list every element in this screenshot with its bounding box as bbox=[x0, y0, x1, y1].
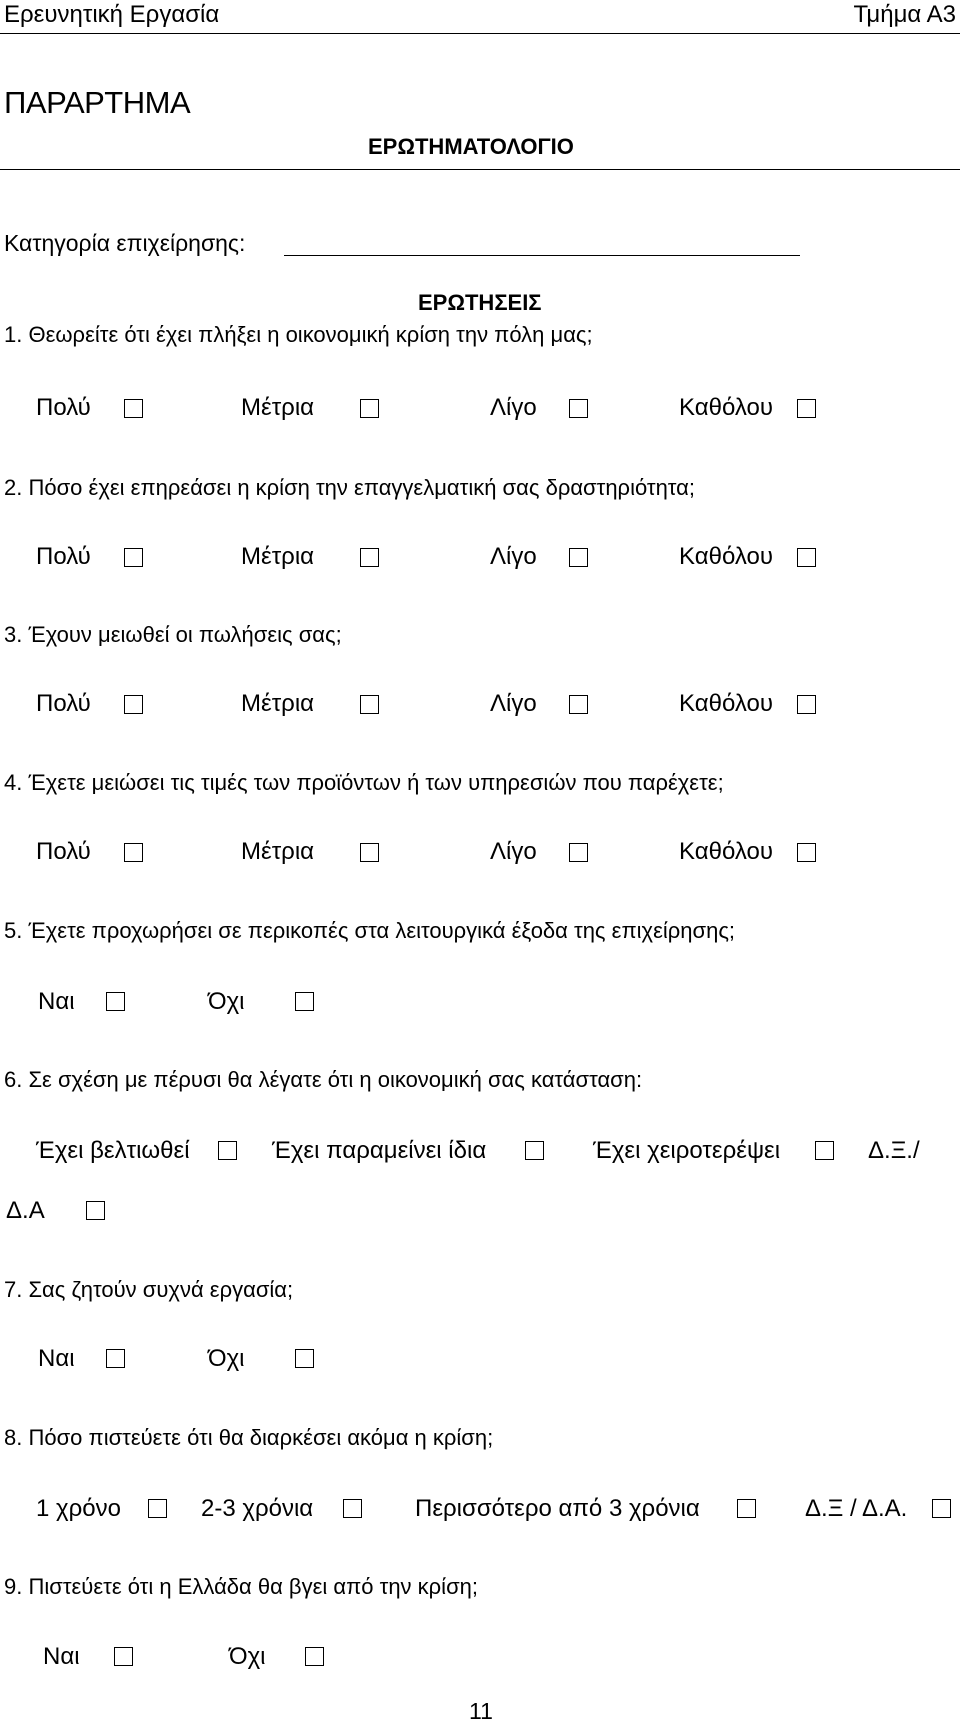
q4-option-label: Μέτρια bbox=[241, 838, 315, 865]
q1-option-label: Μέτρια bbox=[241, 394, 315, 421]
q4-option-label: Πολύ bbox=[36, 838, 91, 865]
q4-option-label: Καθόλου bbox=[679, 838, 773, 865]
question-9: 9. Πιστεύετε ότι η Ελλάδα θα βγει από την κρίση; bbox=[4, 1574, 478, 1599]
q2-option-label: Λίγο bbox=[490, 543, 537, 570]
q8-option-label: 2-3 χρόνια bbox=[201, 1495, 314, 1522]
q8-option-checkbox[interactable] bbox=[932, 1499, 951, 1518]
header-right: Τμήμα Α3 bbox=[853, 1, 956, 28]
q2-option-checkbox[interactable] bbox=[797, 548, 816, 567]
q3-option-label: Καθόλου bbox=[679, 690, 773, 717]
q9-option-checkbox[interactable] bbox=[305, 1647, 324, 1666]
q2-option-checkbox[interactable] bbox=[569, 548, 588, 567]
question-4: 4. Έχετε μειώσει τις τιμές των προϊόντων ή των υπηρεσιών που παρέχετε; bbox=[4, 770, 724, 795]
q6-option-label: Δ.Ξ./ bbox=[868, 1137, 920, 1164]
subtitle-divider bbox=[0, 169, 960, 170]
q1-option-checkbox[interactable] bbox=[124, 399, 143, 418]
category-label: Κατηγορία επιχείρησης: bbox=[4, 230, 246, 256]
q6-option-label: Δ.Α bbox=[6, 1197, 45, 1224]
q2-option-label: Πολύ bbox=[36, 543, 91, 570]
q7-option-label: Ναι bbox=[38, 1345, 75, 1372]
q2-option-label: Καθόλου bbox=[679, 543, 773, 570]
page-number: 11 bbox=[469, 1698, 493, 1724]
q3-option-checkbox[interactable] bbox=[360, 695, 379, 714]
q6-option-checkbox[interactable] bbox=[815, 1141, 834, 1160]
q1-option-label: Πολύ bbox=[36, 394, 91, 421]
q7-option-checkbox[interactable] bbox=[295, 1349, 314, 1368]
q9-option-checkbox[interactable] bbox=[114, 1647, 133, 1666]
q1-option-label: Καθόλου bbox=[679, 394, 773, 421]
q6-option-checkbox[interactable] bbox=[525, 1141, 544, 1160]
q2-option-label: Μέτρια bbox=[241, 543, 315, 570]
q4-option-checkbox[interactable] bbox=[124, 843, 143, 862]
category-answer-line[interactable] bbox=[284, 255, 800, 256]
q6-option-label: Έχει χειροτερέψει bbox=[593, 1137, 781, 1164]
question-6: 6. Σε σχέση με πέρυσι θα λέγατε ότι η οικονομική σας κατάσταση: bbox=[4, 1067, 643, 1092]
question-7: 7. Σας ζητούν συχνά εργασία; bbox=[4, 1277, 294, 1302]
q5-option-checkbox[interactable] bbox=[295, 992, 314, 1011]
q6-option-label: Έχει βελτιωθεί bbox=[36, 1137, 190, 1164]
q4-option-checkbox[interactable] bbox=[569, 843, 588, 862]
q1-option-checkbox[interactable] bbox=[569, 399, 588, 418]
q2-option-checkbox[interactable] bbox=[360, 548, 379, 567]
q3-option-label: Πολύ bbox=[36, 690, 91, 717]
q5-option-label: Ναι bbox=[38, 988, 75, 1015]
q1-option-checkbox[interactable] bbox=[797, 399, 816, 418]
q8-option-label: Δ.Ξ / Δ.Α. bbox=[805, 1495, 908, 1522]
q8-option-label: 1 χρόνο bbox=[36, 1495, 121, 1522]
q2-option-checkbox[interactable] bbox=[124, 548, 143, 567]
q8-option-checkbox[interactable] bbox=[737, 1499, 756, 1518]
q8-option-checkbox[interactable] bbox=[343, 1499, 362, 1518]
q7-option-label: Όχι bbox=[208, 1345, 245, 1372]
q4-option-checkbox[interactable] bbox=[797, 843, 816, 862]
q3-option-checkbox[interactable] bbox=[569, 695, 588, 714]
q4-option-checkbox[interactable] bbox=[360, 843, 379, 862]
q9-option-label: Όχι bbox=[229, 1643, 266, 1670]
q8-option-label: Περισσότερο από 3 χρόνια bbox=[415, 1495, 700, 1522]
page-subtitle: ΕΡΩΤΗΜΑΤΟΛΟΓΙΟ bbox=[368, 134, 574, 159]
question-3: 3. Έχουν μειωθεί οι πωλήσεις σας; bbox=[4, 622, 342, 647]
q3-option-label: Μέτρια bbox=[241, 690, 315, 717]
q1-option-label: Λίγο bbox=[490, 394, 537, 421]
q9-option-label: Ναι bbox=[43, 1643, 80, 1670]
q3-option-checkbox[interactable] bbox=[124, 695, 143, 714]
q5-option-checkbox[interactable] bbox=[106, 992, 125, 1011]
header-divider bbox=[0, 33, 960, 34]
question-5: 5. Έχετε προχωρήσει σε περικοπές στα λειτουργικά έξοδα της επιχείρησης; bbox=[4, 918, 736, 943]
header-left: Ερευνητική Εργασία bbox=[4, 1, 220, 28]
q5-option-label: Όχι bbox=[208, 988, 245, 1015]
q3-option-label: Λίγο bbox=[490, 690, 537, 717]
q6-option-label: Έχει παραμείνει ίδια bbox=[272, 1137, 487, 1164]
q6-option-checkbox[interactable] bbox=[86, 1201, 105, 1220]
page-title: ΠΑΡΑΡΤΗΜΑ bbox=[4, 85, 191, 120]
q4-option-label: Λίγο bbox=[490, 838, 537, 865]
q6-option-checkbox[interactable] bbox=[218, 1141, 237, 1160]
q1-option-checkbox[interactable] bbox=[360, 399, 379, 418]
question-8: 8. Πόσο πιστεύετε ότι θα διαρκέσει ακόμα η κρίση; bbox=[4, 1425, 494, 1450]
q7-option-checkbox[interactable] bbox=[106, 1349, 125, 1368]
questions-heading: ΕΡΩΤΗΣΕΙΣ bbox=[418, 290, 542, 315]
q3-option-checkbox[interactable] bbox=[797, 695, 816, 714]
q8-option-checkbox[interactable] bbox=[148, 1499, 167, 1518]
question-1: 1. Θεωρείτε ότι έχει πλήξει η οικονομική κρίση την πόλη μας; bbox=[4, 322, 593, 347]
question-2: 2. Πόσο έχει επηρεάσει η κρίση την επαγγελματική σας δραστηριότητα; bbox=[4, 475, 696, 500]
